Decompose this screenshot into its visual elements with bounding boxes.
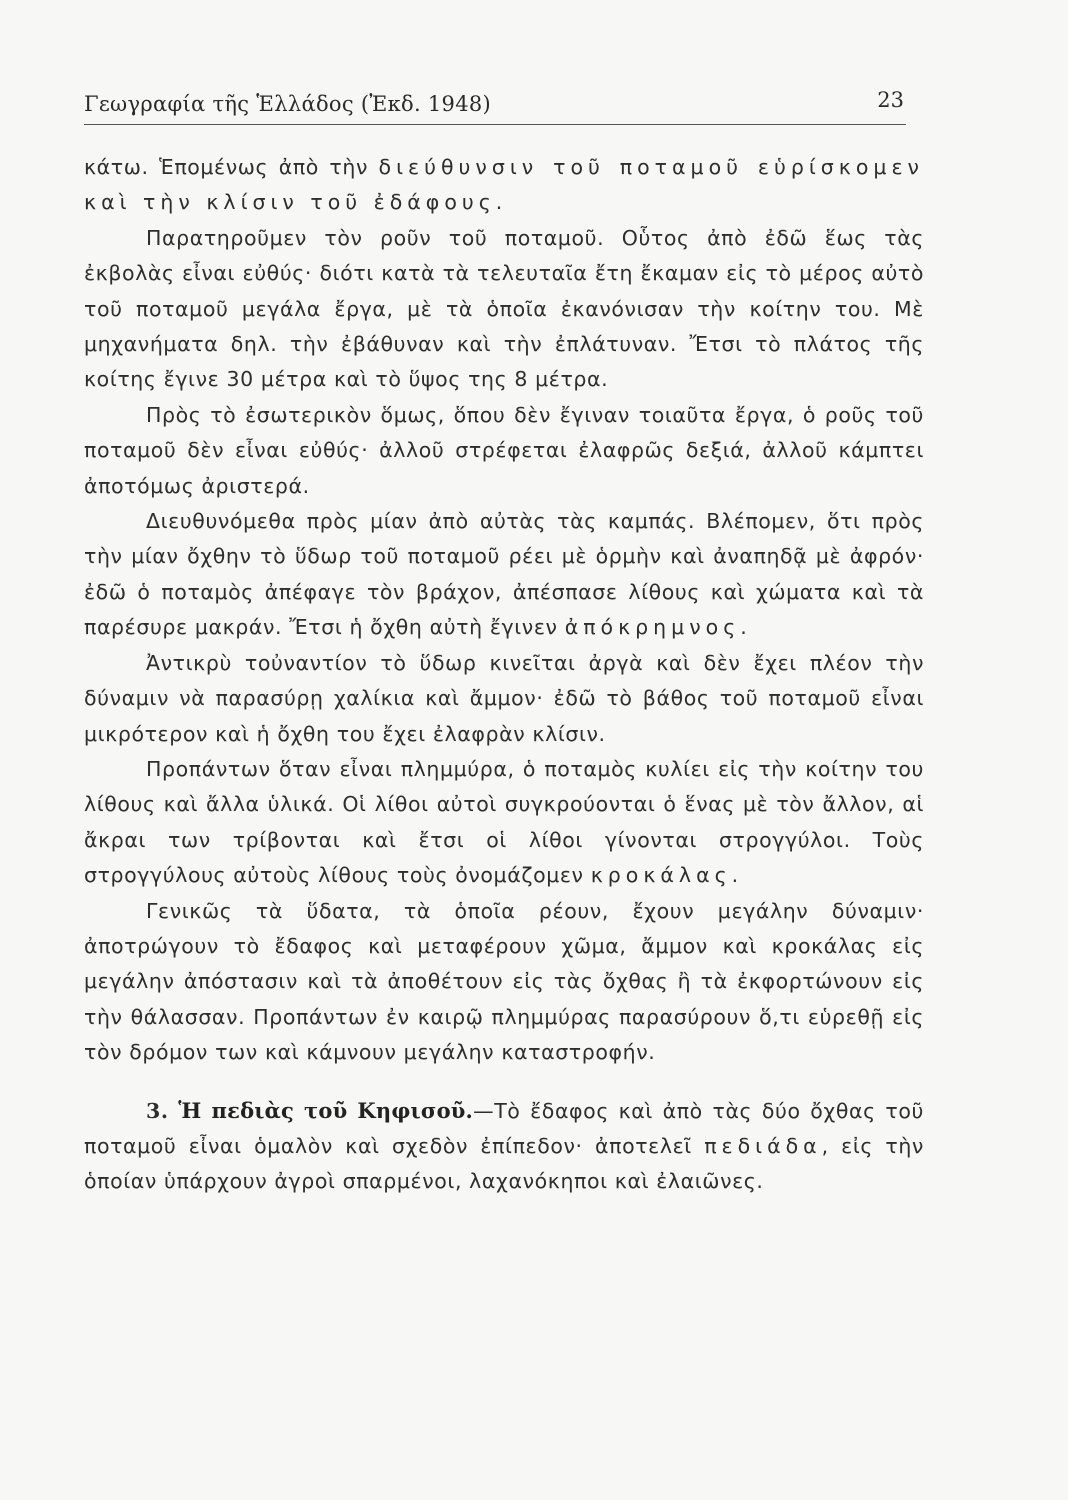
em-dash: — [473,1098,495,1123]
text-run: Τὸ ἔδαφος καὶ ἀπὸ τὰς δύο ὄχθας τοῦ ποταμοῦ εἶναι ὁμαλὸν καὶ σχεδὸν ἐπίπεδον· ἀποτελεῖ [84,1098,924,1158]
paragraph: Παρατηροῦμεν τὸν ροῦν τοῦ ποταμοῦ. Οὗτος ἀπὸ ἐδῶ ἕως τὰς ἐκβολὰς εἶναι εὐθύς· διότι κατὰ τὰ τελευταῖα ἔτη ἔκαμαν εἰς τὸ μέρος αὐτὸ τοῦ ποταμοῦ μεγάλα ἔργα, μὲ τὰ ὁποῖα ἐκανόνισαν τὴν κοίτην του. Μὲ μηχανήματα δηλ. τὴν ἐβάθυναν καὶ τὴν ἐπλάτυναν. Ἔτσι τὸ πλάτος τῆς κοίτης ἔγινε 30 μέτρα καὶ τὸ ὕψος της 8 μέτρα. [84,225,924,392]
section-number: 3. [146,1098,169,1123]
emphasized-term: ἀπόκρημνος [564,615,741,640]
emphasized-text: διεύθυνσιν τοῦ ποταμοῦ εὑρίσκομεν καὶ τὴν κλίσιν τοῦ ἐδάφους [84,155,924,215]
section-3-paragraph [84,1093,924,1200]
running-header [84,88,906,128]
paragraph [84,752,924,894]
paragraph: Πρὸς τὸ ἐσωτερικὸν ὅμως, ὅπου δὲν ἔγιναν τοιαῦτα ἔργα, ὁ ροῦς τοῦ ποταμοῦ δὲν εἶναι εὐθύς· ἀλλοῦ στρέφεται ἐλαφρῶς δεξιά, ἀλλοῦ κάμπτει ἀποτόμως ἀριστερά. [84,402,924,498]
header-rule [84,124,906,125]
text-run: , εἰς τὴν ὁποίαν ὑπάρχουν ἀγροὶ σπαρμένοι, λαχανόκηποι καὶ ἐλαιῶνες. [84,1133,924,1194]
page-number: 23 [877,88,904,112]
text-run: Διευθυνόμεθα πρὸς μίαν ἀπὸ αὐτὰς τὰς καμπάς. Βλέπομεν, ὅτι πρὸς τὴν μίαν ὄχθην τὸ ὕδωρ τοῦ ποταμοῦ ρέει μὲ ὁρμὴν καὶ ἀναπηδᾷ μὲ ἀφρόν· ἐδῶ ὁ ποταμὸς ἀπέφαγε τὸν βράχον, ἀπέσπασε λίθους καὶ χώματα καὶ τὰ παρέσυρε μακράν. Ἔτσι ἡ ὄχθη αὐτὴ ἔγινεν [84,509,924,640]
paragraph: Γενικῶς τὰ ὕδατα, τὰ ὁποῖα ρέουν, ἔχουν μεγάλην δύναμιν· ἀποτρώγουν τὸ ἔδαφος καὶ μεταφέρουν χῶμα, ἄμμον καὶ κροκάλας εἰς μεγάλην ἀπόστασιν καὶ τὰ ἀποθέτουν εἰς τὰς ὄχθας ἢ τὰ ἐκφορτώνουν εἰς τὴν θάλασσαν. Προπάντων ἐν καιρῷ πλημμύρας παρασύρουν ὅ,τι εὑρεθῇ εἰς τὸν δρόμον των καὶ κάμνουν μεγάλην καταστροφήν. [84,898,924,1065]
paragraph [84,504,924,646]
emphasized-term: κροκάλας [590,863,732,888]
paragraph-continuation [84,150,924,221]
body-text [84,150,924,1200]
emphasized-term: πεδιάδα [704,1133,822,1158]
running-title: Γεωγραφία τῆς Ἑλλάδος (Ἐκδ. 1948) [84,92,492,116]
text-run: Προπάντων ὅταν εἶναι πλημμύρα, ὁ ποταμὸς κυλίει εἰς τὴν κοίτην του λίθους καὶ ἄλλα ὑλικά. Οἱ λίθοι αὐτοὶ συγκρούονται ὁ ἕνας μὲ τὸν ἄλλον, αἱ ἄκραι των τρίβονται καὶ ἔτσι οἱ λίθοι γίνονται στρογγύλοι. Τοὺς στρογγύλους αὐτοὺς λίθους τοὺς ὀνομάζομεν [84,756,924,888]
text-run: κάτω. Ἑπομένως ἀπὸ τὴν [84,155,379,179]
text-run: . [740,615,748,640]
text-run: . [495,190,503,215]
paragraph: Ἀντικρὺ τοὐναντίον τὸ ὕδωρ κινεῖται ἀργὰ καὶ δὲν ἔχει πλέον τὴν δύναμιν νὰ παρασύρῃ χαλίκια καὶ ἄμμον· ἐδῶ τὸ βάθος τοῦ ποταμοῦ εἶναι μικρότερον καὶ ἡ ὄχθη του ἔχει ἐλαφρὰν κλίσιν. [84,650,924,746]
section-heading: Ἡ πεδιὰς τοῦ Κηφισοῦ. [178,1097,474,1123]
text-run: . [731,863,739,888]
